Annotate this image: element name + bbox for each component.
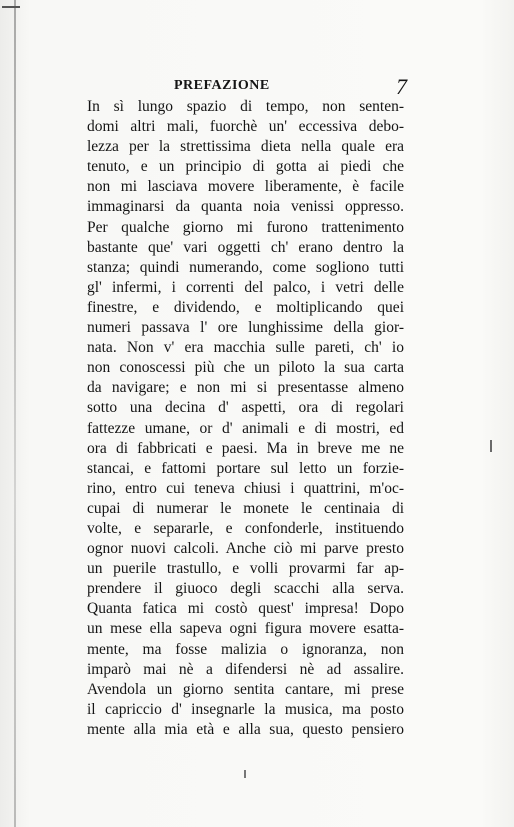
text-line: ognor nuovi calcoli. Anche ciò mi parve presto (87, 540, 404, 558)
text-line: sotto una decina d' aspetti, ora di regolari (87, 399, 404, 417)
text-line: tenuto, e un principio di gotta ai piedi che (87, 158, 404, 176)
page-binding-edge (14, 0, 16, 827)
corner-mark (2, 6, 20, 8)
text-line: nata. Non v' era macchia sulle pareti, ch' io (87, 339, 404, 357)
text-line: non mi lasciava movere liberamente, è facile (87, 178, 404, 196)
text-line: un mese ella sapeva ogni figura movere esatta- (87, 620, 404, 638)
text-line: imparò mai nè a difendersi nè ad assalire. (87, 660, 404, 678)
text-line: stancai, e fattomi portare sul letto un forzie- (87, 459, 404, 477)
text-line: Quanta fatica mi costò quest' impresa! Dopo (87, 600, 404, 618)
body-text (87, 97, 404, 740)
text-line: un puerile trastullo, e volli provarmi far ap- (87, 560, 404, 578)
text-line: il capriccio d' insegnarle la musica, ma posto (87, 700, 404, 718)
page-number: 7 (396, 74, 407, 99)
running-head (60, 76, 410, 98)
paper-speck (490, 440, 492, 452)
text-line: In sì lungo spazio di tempo, non senten- (87, 98, 404, 115)
text-line: cupai di numerar le monete le centinaia di (87, 499, 404, 517)
text-line: fattezze umane, or d' animali e di mostri, ed (87, 419, 404, 437)
text-line: Avendola un giorno sentita cantare, mi prese (87, 680, 404, 698)
text-line: ora di fabbricati e paesi. Ma in breve me ne (87, 439, 404, 457)
text-line: finestre, e dividendo, e moltiplicando quei (87, 298, 404, 316)
text-line: stanza; quindi numerando, come sogliono tutti (87, 258, 404, 276)
text-line: da navigare; e non mi si presentasse almeno (87, 379, 404, 397)
text-line: domi altri mali, fuorchè un' eccessiva debo- (87, 118, 404, 136)
text-line: immaginarsi da quanta noia venissi oppresso. (87, 198, 404, 216)
text-line: Per qualche giorno mi furono trattenimento (87, 218, 404, 236)
text-line: mente, ma fosse malizia o ignoranza, non (87, 640, 404, 658)
text-line: lezza per la strettissima dieta nella quale era (87, 138, 404, 156)
text-line: numeri passava l' ore lunghissime della gior- (87, 319, 404, 337)
text-line: rino, entro cui teneva chiusi i quattrini, m'oc- (87, 479, 404, 497)
running-head-title: PREFAZIONE (174, 78, 270, 93)
text-line: prendere il giuoco degli scacchi alla serva. (87, 580, 404, 598)
text-line: gl' infermi, i correnti del palco, i vetri delle (87, 278, 404, 296)
text-line: non conoscessi più che un piloto la sua carta (87, 359, 404, 377)
text-line: mente alla mia età e alla sua, questo pensiero (87, 720, 404, 738)
text-line: bastante que' vari oggetti ch' erano dentro la (87, 238, 404, 256)
text-line: volte, e separarle, e confonderle, instituendo (87, 519, 404, 537)
paper-speck-bottom (244, 770, 246, 778)
